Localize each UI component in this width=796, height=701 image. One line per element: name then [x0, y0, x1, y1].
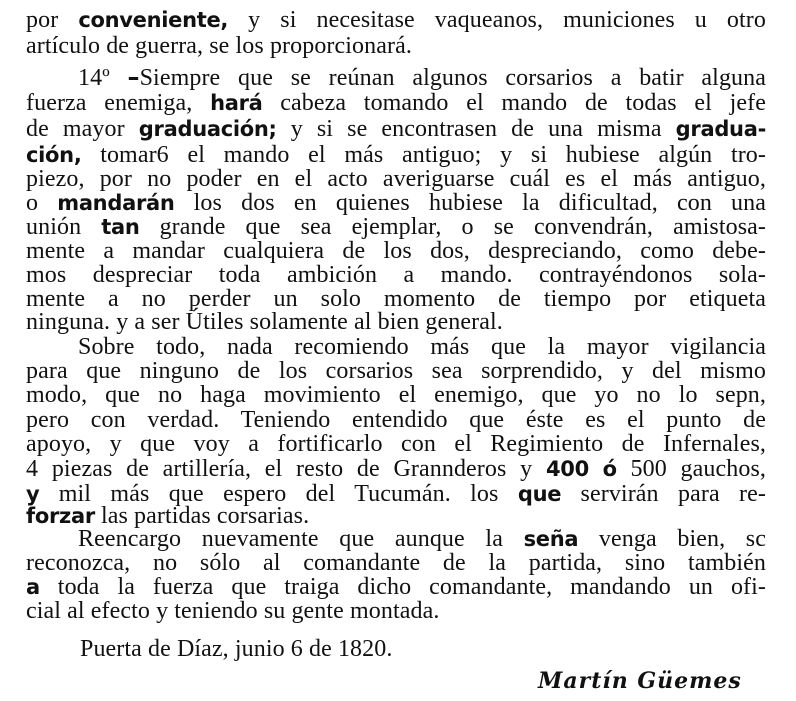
- text-line: o mandarán los dos en quienes hubiese la dificultad, con una: [26, 190, 767, 216]
- text-line: piezo, por no poder en el acto averiguarse cuál es el más antiguo,: [26, 166, 766, 192]
- text-line: a toda la fuerza que traiga dicho comandante, mandando un ofi-: [26, 574, 766, 600]
- text-line: pero con verdad. Teniendo entendido que éste es el punto de: [26, 407, 766, 433]
- text-line: forzar las partidas corsarias.: [26, 503, 310, 529]
- text-line: apoyo, y que voy a fortificarlo con el Regimiento de Infernales,: [26, 431, 766, 457]
- text-line: ninguna. y a ser Útiles solamente al bien general.: [26, 309, 503, 335]
- text-line: Sobre todo, nada recomiendo más que la mayor vigilancia: [78, 334, 766, 360]
- text-line: ción, tomar6 el mando el más antiguo; y si hubiese algún tro-: [26, 142, 766, 168]
- text-line: reconozca, no sólo al comandante de la partida, sino también: [26, 550, 766, 576]
- text-line: mente a no perder un solo momento de tiempo por etiqueta: [26, 286, 766, 312]
- text-line: 14º –Siempre que se reúnan algunos corsarios a batir alguna: [78, 63, 766, 91]
- text-line: fuerza enemiga, hará cabeza tomando el mando de todas el jefe: [26, 90, 766, 116]
- text-line: modo, que no haga movimiento el enemigo, que yo no lo sepn,: [26, 382, 766, 408]
- text-line: artículo de guerra, se los proporcionará.: [26, 33, 412, 59]
- text-line: de mayor graduación; y si se encontrasen de una misma gradua-: [26, 116, 766, 142]
- signature: Martín Güemes: [538, 668, 742, 694]
- text-line: 4 piezas de artillería, el resto de Grannderos y 400 ó 500 gauchos,: [26, 456, 767, 482]
- text-line: y mil más que espero del Tucumán. los que servirán para re-: [26, 481, 766, 507]
- text-line: Reencargo nuevamente que aunque la seña venga bien, sc: [78, 526, 766, 552]
- text-line: por conveniente, y si necesitase vaqueanos, municiones u otro: [26, 7, 766, 33]
- text-line: cial al efecto y teniendo su gente montada.: [26, 598, 440, 624]
- text-line: mos despreciar toda ambición a mando. contrayéndonos sola-: [26, 262, 766, 288]
- text-line: para que ninguno de los corsarios sea sorprendido, y del mismo: [26, 358, 766, 384]
- text-line: unión tan grande que sea ejemplar, o se convendrán, amistosa-: [26, 214, 766, 240]
- text-line: mente a mandar cualquiera de los dos, despreciando, como debe-: [26, 238, 766, 264]
- place-date: Puerta de Díaz, junio 6 de 1820.: [80, 636, 393, 662]
